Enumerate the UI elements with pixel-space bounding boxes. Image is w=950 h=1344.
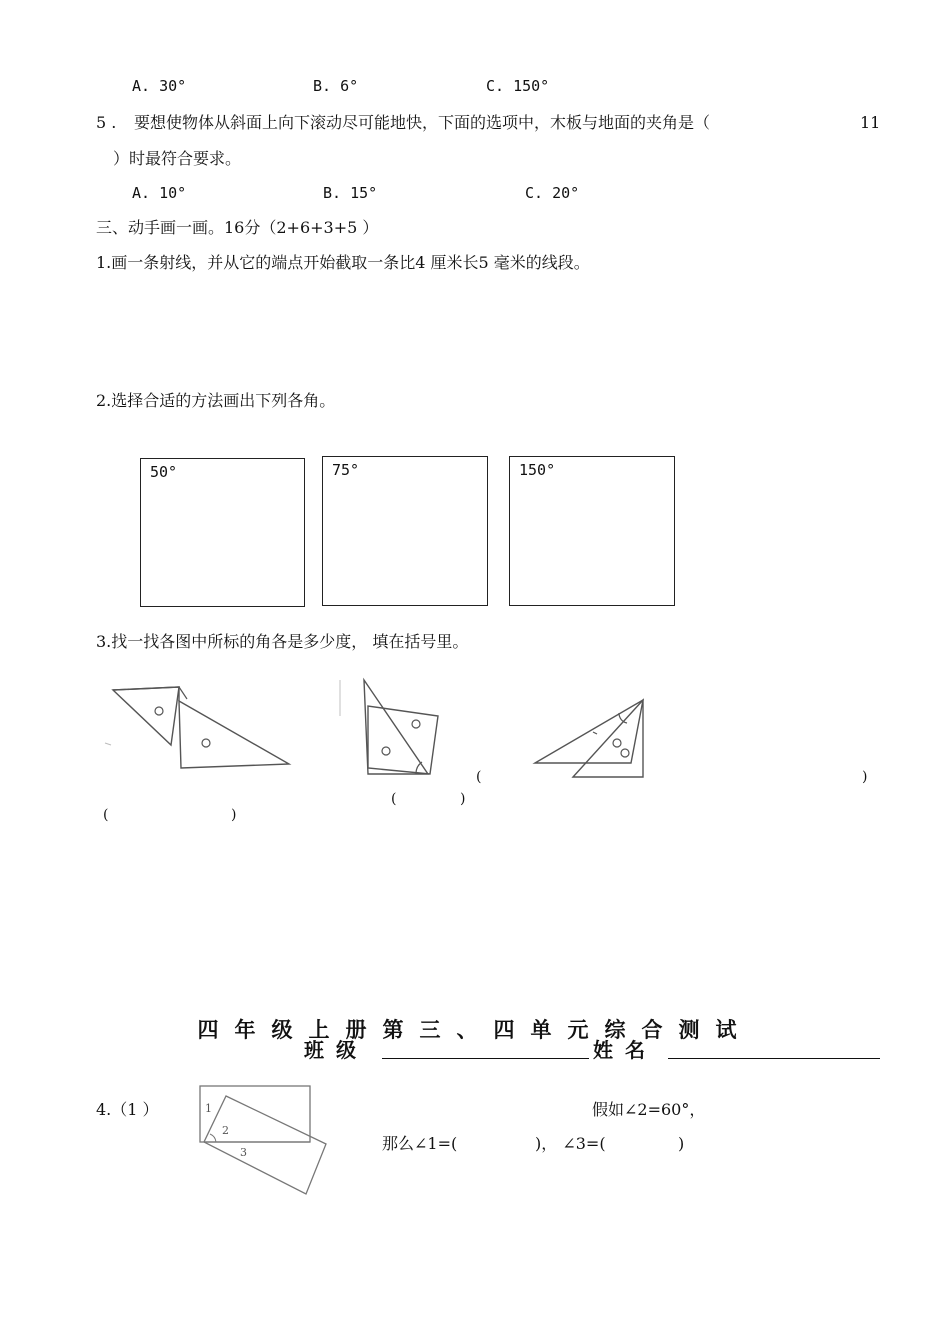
q5-number: 5 . xyxy=(96,113,117,132)
q4-answer-3-prefix: )， ∠3=( xyxy=(535,1134,606,1153)
name-field[interactable] xyxy=(668,1058,880,1059)
q5-tail: 11 xyxy=(860,113,881,132)
q5-text: 要想使物体从斜面上向下滚动尽可能地快，下面的选项中，木板与地面的夹角是（ xyxy=(134,113,711,132)
triangle-figure-3 xyxy=(533,697,663,782)
option-a: A. 30° xyxy=(132,77,187,95)
angle-box-label: 50° xyxy=(150,463,178,481)
angle-box-75[interactable] xyxy=(322,456,488,606)
q5-option-a: A. 10° xyxy=(132,184,187,202)
fig-label-1: 1 xyxy=(205,1102,212,1115)
q4-condition: 假如∠2=60°， xyxy=(592,1100,706,1119)
class-label: 班级 xyxy=(304,1038,368,1062)
q4-answer-close: ) xyxy=(678,1134,685,1153)
fig-label-3: 3 xyxy=(240,1146,247,1159)
page-title: 四年级上册第三、四单元综合测试 xyxy=(197,1018,753,1042)
angle-box-label: 75° xyxy=(332,461,360,479)
section3-q2: 2.选择合适的方法画出下列各角。 xyxy=(96,391,336,410)
section3-q1: 1.画一条射线，并从它的端点开始截取一条比4 厘米长5 毫米的线段。 xyxy=(96,253,590,272)
q5-option-c: C. 20° xyxy=(525,184,580,202)
q5-text2: ）时最符合要求。 xyxy=(113,149,242,168)
angle-box-label: 150° xyxy=(519,461,556,479)
answer-paren-1-right: ) xyxy=(231,807,237,823)
option-c: C. 150° xyxy=(486,77,550,95)
answer-paren-3-right: ) xyxy=(862,769,868,785)
answer-paren-2-right: ) xyxy=(460,791,466,807)
name-label: 姓名 xyxy=(593,1038,657,1062)
section3-q3: 3.找一找各图中所标的角各是多少度， 填在括号里。 xyxy=(96,632,469,651)
q4-answer-1-prefix: 那么∠1=( xyxy=(382,1134,458,1153)
section3-heading: 三、动手画一画。16分（2+6+3+5 ） xyxy=(96,218,379,237)
answer-paren-2-left: ( xyxy=(391,791,397,807)
option-b: B. 6° xyxy=(313,77,359,95)
angle-box-150[interactable] xyxy=(509,456,675,606)
q4-part-label: 4.（1 ） xyxy=(96,1100,159,1119)
class-field[interactable] xyxy=(382,1058,589,1059)
triangle-figure-2 xyxy=(340,676,450,791)
rectangle-fold-figure xyxy=(196,1084,336,1202)
fig-label-2: 2 xyxy=(222,1124,229,1137)
q5-option-b: B. 15° xyxy=(323,184,378,202)
answer-paren-3-left: ( xyxy=(476,769,482,785)
triangle-figure-1 xyxy=(105,683,305,783)
answer-paren-1-left: ( xyxy=(103,807,109,823)
angle-box-50[interactable] xyxy=(140,458,305,607)
